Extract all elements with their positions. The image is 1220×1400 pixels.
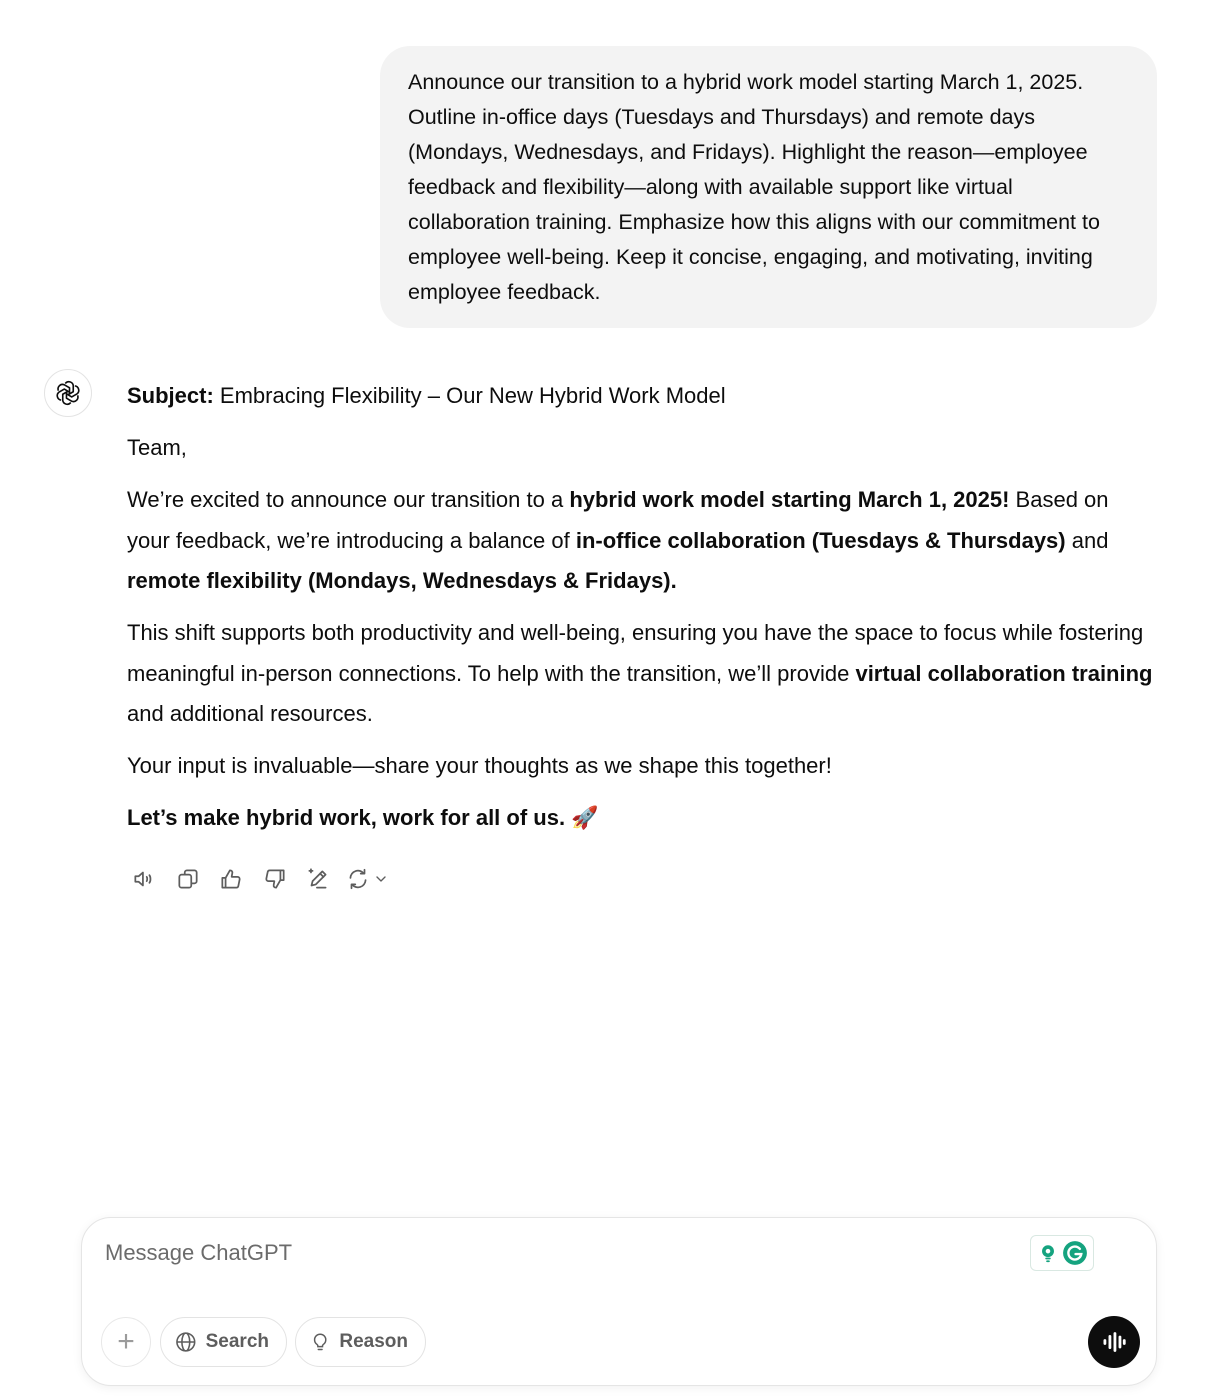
p1-bold-b: hybrid work model starting March 1, 2025! xyxy=(569,487,1010,512)
message-input[interactable] xyxy=(105,1240,1005,1266)
email-paragraph-2 xyxy=(127,613,1157,735)
search-label: Search xyxy=(205,1331,269,1352)
bad-response-button[interactable] xyxy=(258,862,292,896)
copy-button[interactable] xyxy=(171,862,205,896)
lightbulb-icon xyxy=(1037,1242,1059,1264)
user-message-bubble xyxy=(380,46,1157,328)
thumbs-up-icon xyxy=(218,866,244,892)
thumbs-down-icon xyxy=(262,866,288,892)
voice-waveform-icon xyxy=(1100,1328,1128,1356)
p2-text-c: and additional resources. xyxy=(127,701,373,726)
p1-text-c: Based on your feedback, we’re introducing a balance of xyxy=(127,487,1109,553)
message-composer xyxy=(81,1217,1157,1386)
globe-icon xyxy=(174,1330,198,1354)
search-button[interactable] xyxy=(160,1317,287,1367)
p1-bold-f: remote flexibility (Mondays, Wednesdays & Fridays). xyxy=(127,568,677,593)
copy-icon xyxy=(175,866,201,892)
attach-button[interactable] xyxy=(101,1317,151,1367)
email-closing xyxy=(127,798,1157,839)
p1-text-e: and xyxy=(1065,527,1109,553)
reason-button[interactable] xyxy=(295,1317,426,1367)
good-response-button[interactable] xyxy=(214,862,248,896)
edit-in-canvas-button[interactable] xyxy=(301,862,335,896)
user-message-text: Announce our transition to a hybrid work model starting March 1, 2025. Outline in-office days (Tuesdays and Thursdays) and remote days (Mondays, Wednesdays, and Fridays). Highlight the reason—employee feedback and flexibility—along with available support like virtual collaboration training. Emphasize how this aligns with our commitment to employee well-being. Keep it concise, engaging, and motivating, inviting employee feedback. xyxy=(408,70,1100,304)
p2-bold-b: virtual collaboration training xyxy=(855,660,1153,686)
regenerate-icon xyxy=(345,866,371,892)
email-greeting: Team, xyxy=(127,435,187,460)
email-paragraph-3: Your input is invaluable—share your thoughts as we shape this together! xyxy=(127,753,832,778)
p2-text-a: This shift supports both productivity and well-being, ensuring you have the space to focus while fostering meaningful in-person connections. To help with the transition, we’ll provide xyxy=(127,620,1144,686)
read-aloud-button[interactable] xyxy=(127,862,161,896)
grammarly-logo-icon xyxy=(1062,1240,1088,1266)
chevron-down-icon xyxy=(373,871,389,887)
openai-logo-icon xyxy=(53,378,83,408)
p1-text-a: We’re excited to announce our transition to a xyxy=(127,487,570,512)
assistant-avatar xyxy=(44,369,92,417)
edit-canvas-icon xyxy=(305,866,331,892)
closing-bold: Let’s make hybrid work, work for all of us. 🚀 xyxy=(127,805,599,830)
subject-text: Embracing Flexibility – Our New Hybrid Work Model xyxy=(213,383,726,408)
lightbulb-outline-icon xyxy=(309,1330,331,1354)
speaker-icon xyxy=(131,866,157,892)
subject-label: Subject: xyxy=(127,383,214,408)
reason-label: Reason xyxy=(339,1331,408,1352)
p1-bold-d: in-office collaboration (Tuesdays & Thursdays) xyxy=(575,527,1066,553)
plus-icon: + xyxy=(117,1325,135,1358)
email-subject-line xyxy=(127,376,1157,417)
assistant-message xyxy=(127,376,1157,850)
voice-mode-button[interactable] xyxy=(1088,1316,1140,1368)
message-actions xyxy=(127,862,389,896)
grammarly-widget[interactable] xyxy=(1030,1235,1094,1271)
regenerate-button[interactable] xyxy=(345,862,389,896)
email-paragraph-1 xyxy=(127,480,1157,602)
